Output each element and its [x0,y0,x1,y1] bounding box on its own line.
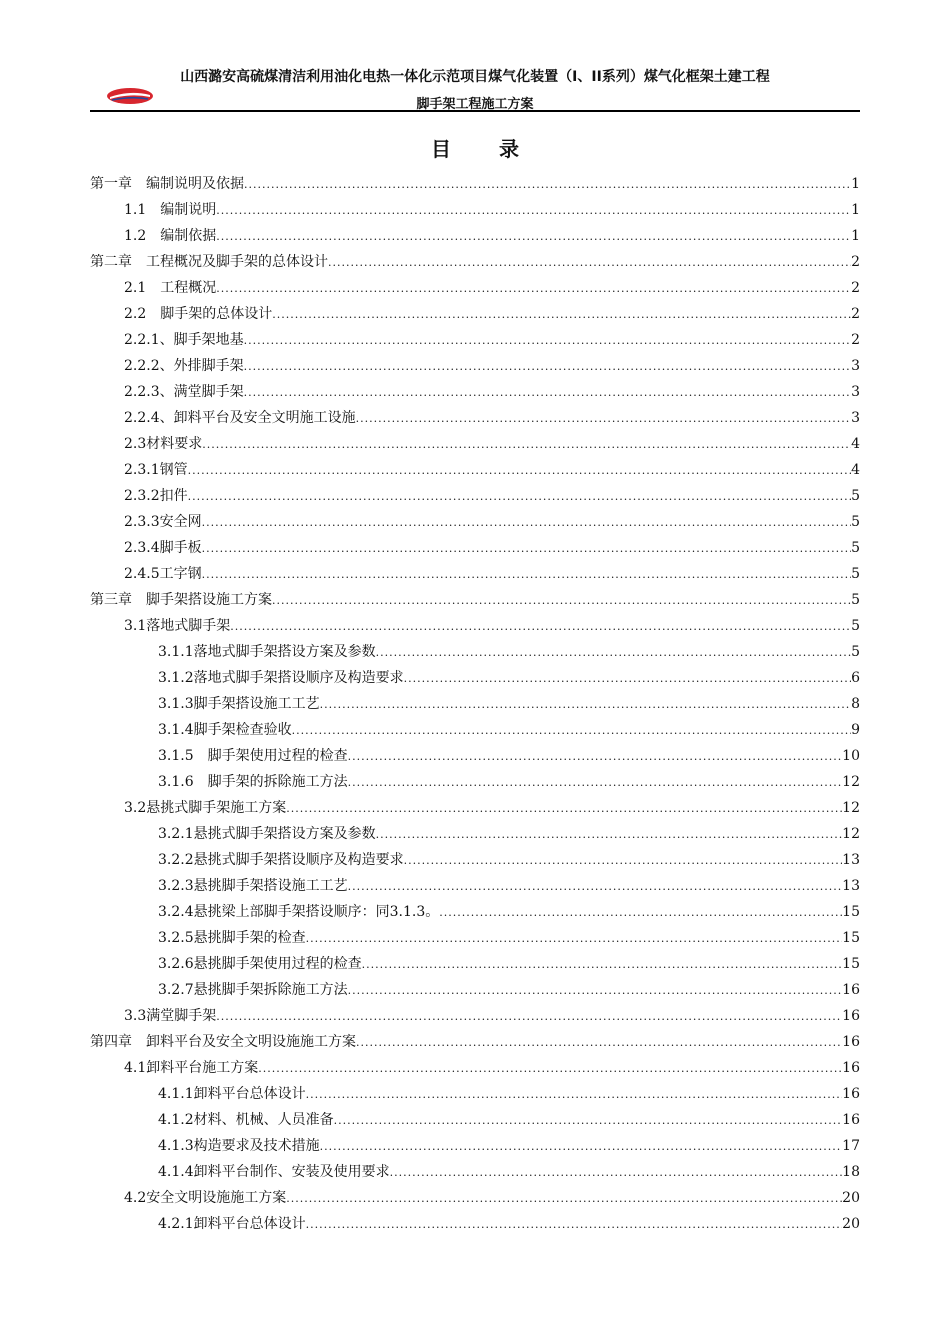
toc-entry[interactable] [90,977,860,1003]
toc-dot-leader [244,172,851,198]
toc-entry-title: 3.1.1落地式脚手架搭设方案及参数 [158,644,376,660]
toc-dot-leader [334,1108,843,1134]
toc-entry-title: 4.1.2材料、机械、人员准备 [158,1112,334,1128]
toc-dot-leader [404,848,843,874]
toc-entry-page-number: 4 [851,462,860,478]
toc-entry[interactable] [90,353,860,379]
toc-dot-leader [328,250,851,276]
toc-entry[interactable] [90,1029,860,1055]
toc-entry-title: 第三章 脚手架搭设施工方案 [90,592,272,608]
toc-entry-page-number: 5 [851,566,860,582]
toc-dot-leader [306,1212,843,1238]
toc-entry[interactable] [90,639,860,665]
toc-entry[interactable] [90,1081,860,1107]
toc-entry[interactable] [90,535,860,561]
toc-entry[interactable] [90,665,860,691]
toc-dot-leader [272,302,851,328]
toc-entry[interactable] [90,483,860,509]
toc-dot-leader [356,1030,842,1056]
toc-entry-title: 3.2.6悬挑脚手架使用过程的检查 [158,956,362,972]
header-project-title: 山西潞安高硫煤清洁利用油化电热一体化示范项目煤气化装置（I、II系列）煤气化框架土建工程 [180,69,770,85]
toc-entry-page-number: 3 [851,410,860,426]
toc-entry-title: 第二章 工程概况及脚手架的总体设计 [90,254,328,270]
toc-entry[interactable] [90,587,860,613]
toc-entry[interactable] [90,1003,860,1029]
toc-title: 目录 [431,137,567,161]
toc-dot-leader [306,1082,843,1108]
toc-entry[interactable] [90,821,860,847]
toc-entry-title: 3.2.4悬挑梁上部脚手架搭设顺序：同3.1.3。 [158,904,440,920]
toc-dot-leader [439,900,842,926]
toc-entry-page-number: 4 [851,436,860,452]
toc-entry[interactable] [90,1133,860,1159]
toc-entry-title: 2.4.5工字钢 [124,566,202,582]
toc-entry-title: 4.1.3构造要求及技术措施 [158,1138,320,1154]
toc-entry-page-number: 12 [842,774,860,790]
toc-entry[interactable] [90,1107,860,1133]
toc-entry-page-number: 1 [851,176,860,192]
toc-entry-page-number: 20 [842,1190,860,1206]
toc-dot-leader [390,1160,843,1186]
toc-entry[interactable] [90,899,860,925]
toc-entry-title: 1.1 编制说明 [124,202,217,218]
toc-entry-title: 第一章 编制说明及依据 [90,176,244,192]
toc-entry[interactable] [90,769,860,795]
toc-entry[interactable] [90,743,860,769]
toc-dot-leader [286,796,842,822]
toc-entry[interactable] [90,379,860,405]
toc-entry[interactable] [90,873,860,899]
toc-entry-page-number: 5 [851,592,860,608]
toc-entry[interactable] [90,249,860,275]
toc-entry-page-number: 5 [851,514,860,530]
toc-entry-title: 3.2.3悬挑脚手架搭设施工工艺 [158,878,348,894]
toc-dot-leader [362,952,843,978]
toc-entry-page-number: 17 [842,1138,860,1154]
toc-entry-page-number: 9 [851,722,860,738]
toc-dot-leader [348,978,843,1004]
toc-entry-page-number: 16 [842,1008,860,1024]
toc-entry[interactable] [90,1211,860,1237]
toc-entry-title: 3.1.6 脚手架的拆除施工方法 [158,774,348,790]
toc-dot-leader [404,666,851,692]
toc-entry-page-number: 15 [842,904,860,920]
toc-dot-leader [272,588,851,614]
toc-entry[interactable] [90,457,860,483]
toc-dot-leader [230,614,851,640]
toc-entry-title: 2.3.2扣件 [124,488,188,504]
toc-entry-page-number: 6 [851,670,860,686]
toc-entry[interactable] [90,275,860,301]
toc-entry[interactable] [90,561,860,587]
toc-entry-title: 4.2.1卸料平台总体设计 [158,1216,306,1232]
toc-entry-page-number: 3 [851,358,860,374]
toc-entry-title: 4.1卸料平台施工方案 [124,1060,259,1076]
toc-entry[interactable] [90,925,860,951]
toc-entry-page-number: 12 [842,826,860,842]
toc-entry-page-number: 2 [851,280,860,296]
toc-dot-leader [348,770,843,796]
toc-dot-leader [348,874,843,900]
toc-entry[interactable] [90,327,860,353]
toc-entry[interactable] [90,405,860,431]
toc-entry-page-number: 5 [851,644,860,660]
toc-dot-leader [188,458,851,484]
toc-dot-leader [216,224,851,250]
toc-entry-title: 3.1.5 脚手架使用过程的检查 [158,748,348,764]
toc-entry-page-number: 1 [851,202,860,218]
toc-dot-leader [244,380,851,406]
toc-dot-leader [356,406,851,432]
toc-dot-leader [244,354,851,380]
toc-entry-page-number: 13 [842,878,860,894]
toc-entry-title: 2.2 脚手架的总体设计 [124,306,273,322]
toc-entry-title: 2.3.4脚手板 [124,540,202,556]
table-of-contents [90,171,860,1237]
toc-dot-leader [202,536,851,562]
toc-dot-leader [258,1056,842,1082]
toc-dot-leader [306,926,843,952]
toc-entry[interactable] [90,197,860,223]
toc-entry-title: 2.2.4、卸料平台及安全文明施工设施 [124,410,356,426]
toc-entry-page-number: 8 [851,696,860,712]
toc-entry[interactable] [90,795,860,821]
toc-entry-page-number: 10 [842,748,860,764]
toc-entry-title: 4.2安全文明设施施工方案 [124,1190,287,1206]
toc-entry-title: 3.2.7悬挑脚手架拆除施工方法 [158,982,348,998]
toc-dot-leader [202,562,851,588]
toc-dot-leader [376,640,851,666]
toc-entry-title: 2.2.2、外排脚手架 [124,358,244,374]
toc-dot-leader [202,510,851,536]
toc-entry[interactable] [90,1185,860,1211]
toc-entry-page-number: 13 [842,852,860,868]
toc-entry-title: 3.2.2悬挑式脚手架搭设顺序及构造要求 [158,852,404,868]
toc-entry-page-number: 3 [851,384,860,400]
toc-entry-title: 3.1.3脚手架搭设施工工艺 [158,696,320,712]
toc-entry-title: 2.1 工程概况 [124,280,217,296]
toc-entry-title: 3.2悬挑式脚手架施工方案 [124,800,287,816]
header-divider [90,110,860,112]
toc-entry-page-number: 15 [842,930,860,946]
toc-dot-leader [244,328,851,354]
toc-entry[interactable] [90,223,860,249]
toc-entry-title: 3.2.5悬挑脚手架的检查 [158,930,306,946]
toc-entry-title: 4.1.1卸料平台总体设计 [158,1086,306,1102]
header-document-title: 脚手架工程施工方案 [416,97,534,112]
toc-dot-leader [320,1134,843,1160]
toc-dot-leader [188,484,851,510]
toc-entry-page-number: 2 [851,332,860,348]
toc-entry-page-number: 16 [842,982,860,998]
toc-entry-page-number: 15 [842,956,860,972]
toc-entry-page-number: 18 [842,1164,860,1180]
toc-entry-title: 2.3.1钢管 [124,462,188,478]
toc-entry-page-number: 12 [842,800,860,816]
toc-entry-page-number: 1 [851,228,860,244]
toc-entry[interactable] [90,509,860,535]
toc-entry-page-number: 16 [842,1060,860,1076]
toc-entry-title: 2.3材料要求 [124,436,203,452]
toc-entry-title: 2.3.3安全网 [124,514,202,530]
toc-entry-page-number: 16 [842,1034,860,1050]
toc-entry-page-number: 16 [842,1112,860,1128]
toc-entry-page-number: 20 [842,1216,860,1232]
toc-entry-title: 3.1落地式脚手架 [124,618,231,634]
toc-entry[interactable] [90,301,860,327]
toc-entry[interactable] [90,431,860,457]
toc-entry-page-number: 5 [851,540,860,556]
toc-entry-title: 3.1.4脚手架检查验收 [158,722,292,738]
toc-entry-page-number: 2 [851,306,860,322]
toc-entry-page-number: 5 [851,488,860,504]
toc-entry-page-number: 5 [851,618,860,634]
toc-entry-title: 第四章 卸料平台及安全文明设施施工方案 [90,1034,356,1050]
toc-dot-leader [348,744,843,770]
toc-entry-title: 2.2.1、脚手架地基 [124,332,244,348]
toc-entry[interactable] [90,951,860,977]
toc-entry[interactable] [90,1055,860,1081]
toc-entry-title: 3.1.2落地式脚手架搭设顺序及构造要求 [158,670,404,686]
toc-dot-leader [216,276,851,302]
toc-entry-title: 3.3满堂脚手架 [124,1008,217,1024]
toc-dot-leader [292,718,851,744]
toc-entry-page-number: 16 [842,1086,860,1102]
toc-dot-leader [286,1186,842,1212]
toc-dot-leader [376,822,843,848]
toc-entry[interactable] [90,171,860,197]
toc-entry-title: 3.2.1悬挑式脚手架搭设方案及参数 [158,826,376,842]
toc-entry[interactable] [90,691,860,717]
toc-entry-title: 4.1.4卸料平台制作、安装及使用要求 [158,1164,390,1180]
toc-entry[interactable] [90,1159,860,1185]
toc-dot-leader [202,432,851,458]
toc-dot-leader [216,1004,842,1030]
toc-entry[interactable] [90,847,860,873]
toc-entry-page-number: 2 [851,254,860,270]
toc-entry-title: 1.2 编制依据 [124,228,217,244]
toc-entry[interactable] [90,717,860,743]
toc-dot-leader [320,692,851,718]
toc-entry-title: 2.2.3、满堂脚手架 [124,384,244,400]
toc-entry[interactable] [90,613,860,639]
toc-dot-leader [216,198,851,224]
